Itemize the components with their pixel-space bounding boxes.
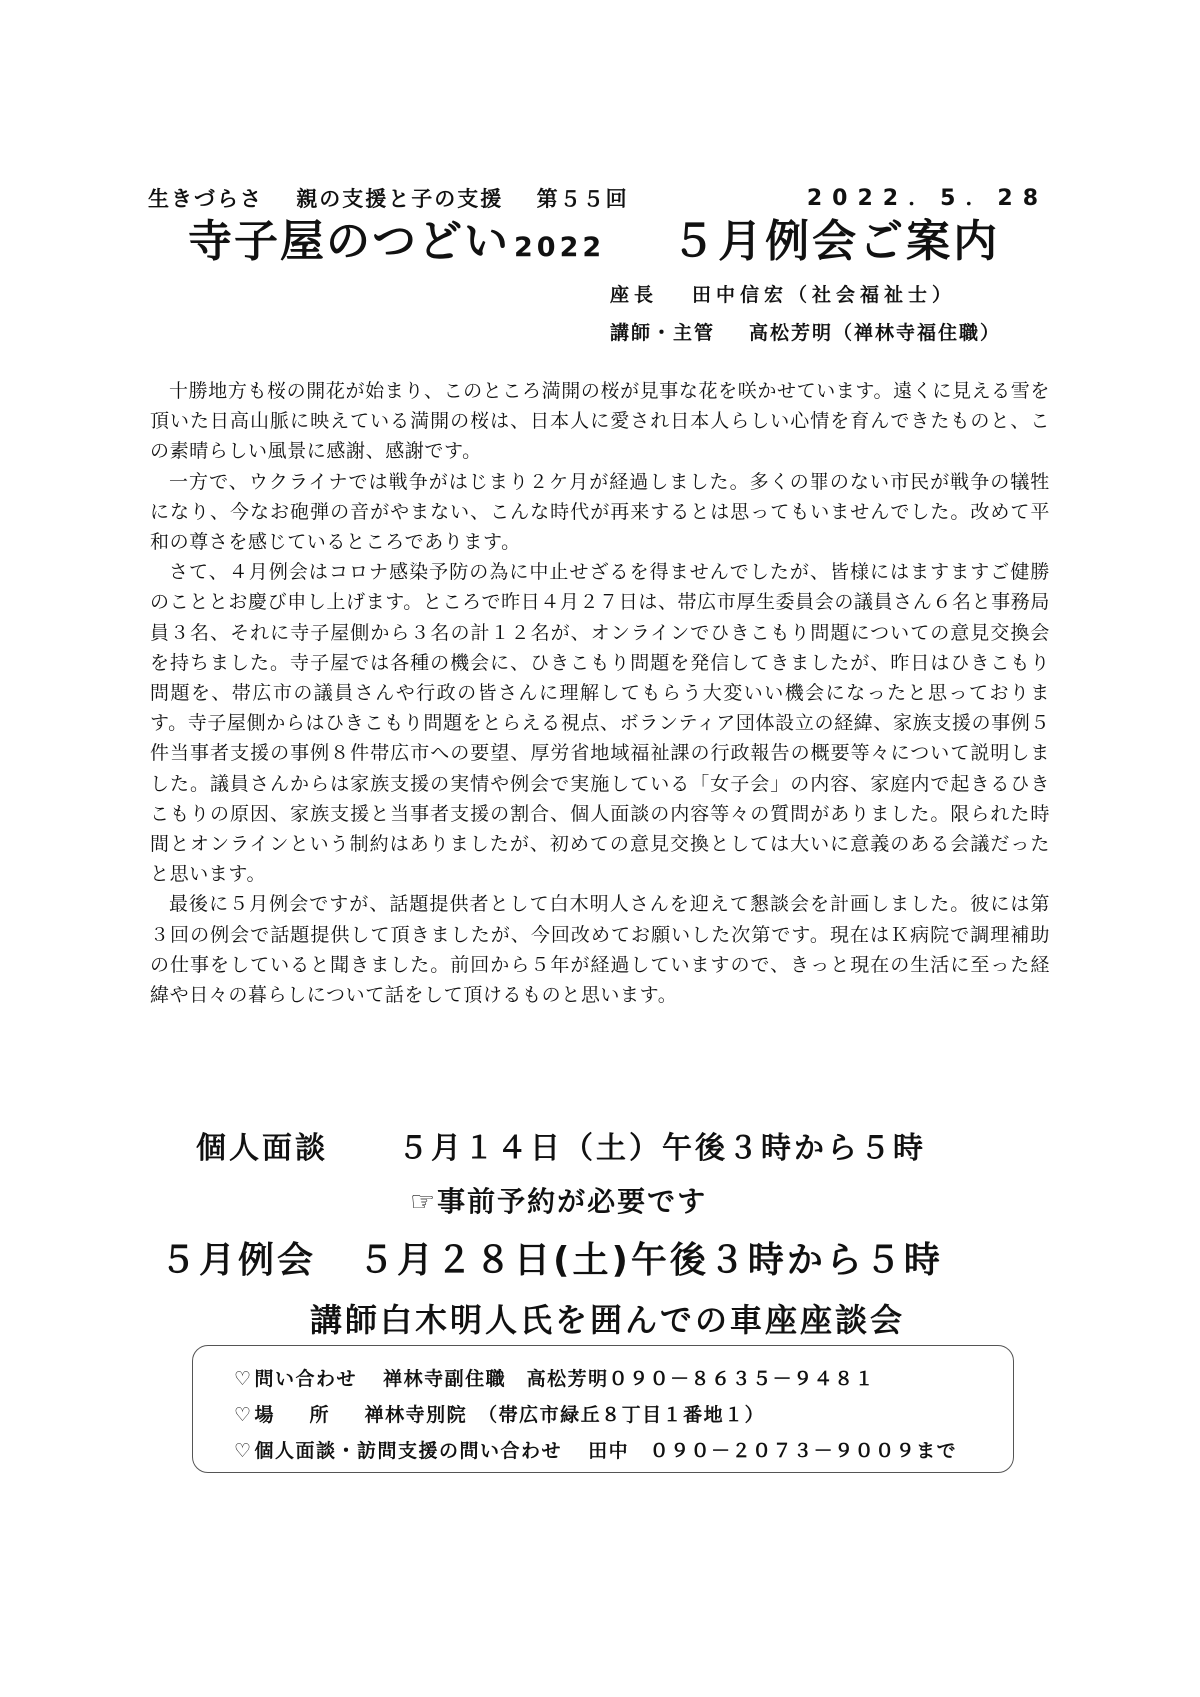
series-number: 第５５回	[536, 187, 629, 211]
contact-label: 場所	[254, 1404, 365, 1426]
contact-inquiry	[234, 1364, 875, 1391]
heart-outline-icon: ♡	[234, 1404, 253, 1426]
heart-outline-icon: ♡	[234, 1368, 253, 1390]
issue-date: 2022．5．28	[806, 186, 1048, 211]
contact-label: 個人面談・訪問支援の問い合わせ	[254, 1440, 563, 1462]
contact-venue	[234, 1400, 765, 1427]
paragraph: 最後に５月例会ですが、話題提供者として白木明人さんを迎えて懇談会を計画しました。彼には第３回の例会で話題提供して頂きましたが、今回改めてお願いした次第です。現在はＫ病院で調理補助の仕事をしていると聞きました。前回から５年が経過していますので、きっと現在の生活に至った経緯や日々の暮らしについて話をして頂けるものと思います。	[150, 893, 1050, 1007]
meeting-label: ５月例会	[160, 1240, 317, 1281]
heart-outline-icon: ♡	[234, 1440, 253, 1462]
contact-interview	[234, 1436, 957, 1463]
staff-chair	[610, 280, 956, 307]
title-year: 2022	[514, 232, 606, 263]
staff-role: 講師・主管	[610, 322, 716, 344]
series-heading	[148, 183, 653, 213]
interview-time: ５月１４日（土）午後３時から５時	[398, 1131, 926, 1166]
staff-name: 田中信宏（社会福祉士）	[692, 284, 957, 306]
staff-name: 高松芳明（禅林寺福住職）	[749, 322, 1002, 344]
contact-detail: 田中 ０９０－２０７３－９００９まで	[588, 1440, 958, 1462]
interview-schedule	[196, 1123, 926, 1167]
contact-detail: 禅林寺副住職 高松芳明０９０－８６３５－９４８１	[383, 1368, 876, 1390]
staff-lecturer	[610, 318, 1001, 345]
series-theme: 生きづらさ	[148, 187, 263, 211]
contact-label: 問い合わせ	[254, 1368, 358, 1390]
paragraph: 十勝地方も桜の開花が始まり、このところ満開の桜が見事な花を咲かせています。遠くに見える雪を頂いた日高山脈に映えている満開の桜は、日本人に愛され日本人らしい心情を育んできたものと、この素晴らしい風景に感謝、感謝です。	[150, 380, 1050, 463]
paragraph: さて、４月例会はコロナ感染予防の為に中止せざるを得ませんでしたが、皆様にはますますご健勝のこととお慶び申し上げます。ところで昨日４月２７日は、帯広市厚生委員会の議員さん６名と事務局員３名、それに寺子屋側から３名の計１２名が、オンラインでひきこもり問題についての意見交換会を持ちました。寺子屋では各種の機会に、ひきこもり問題を発信してきましたが、昨日はひきこもり問題を、帯広市の議員さんや行政の皆さんに理解してもらう大変いい機会になったと思っております。寺子屋側からはひきこもり問題をとらえる視点、ボランティア団体設立の経緯、家族支援の事例５件当事者支援の事例８件帯広市への要望、厚労省地域福祉課の行政報告の概要等々について説明しました。議員さんからは家族支援の実情や例会で実施している「女子会」の内容、家庭内で起きるひきこもりの原因、家族支援と当事者支援の割合、個人面談の内容等々の質問がありました。限られた時間とオンラインという制約はありましたが、初めての意見交換としては大いに意義のある会議だったと思います。	[150, 561, 1050, 886]
interview-label: 個人面談	[196, 1131, 328, 1166]
paragraph: 一方で、ウクライナでは戦争がはじまり２ケ月が経過しました。多くの罪のない市民が戦争の犠牲になり、今なお砲弾の音がやまない、こんな時代が再来するとは思ってもいませんでした。改めて平和の尊さを感じているところであります。	[150, 470, 1050, 554]
series-subtheme: 親の支援と子の支援	[296, 187, 504, 211]
page-title	[188, 216, 1001, 267]
meeting-time: ５月２８日(土)午後３時から５時	[358, 1240, 943, 1281]
meeting-topic: 講師白木明人氏を囲んでの車座座談会	[310, 1301, 906, 1339]
title-name: 寺子屋のつどい	[188, 216, 510, 267]
staff-role: 座長	[610, 284, 659, 306]
contact-detail: 禅林寺別院 （帯広市緑丘８丁目１番地１）	[364, 1404, 766, 1426]
title-event: ５月例会ご案内	[671, 216, 1001, 267]
body-text	[150, 376, 1050, 1010]
reservation-note: ☞事前予約が必要です	[410, 1185, 708, 1218]
meeting-schedule	[160, 1232, 943, 1283]
